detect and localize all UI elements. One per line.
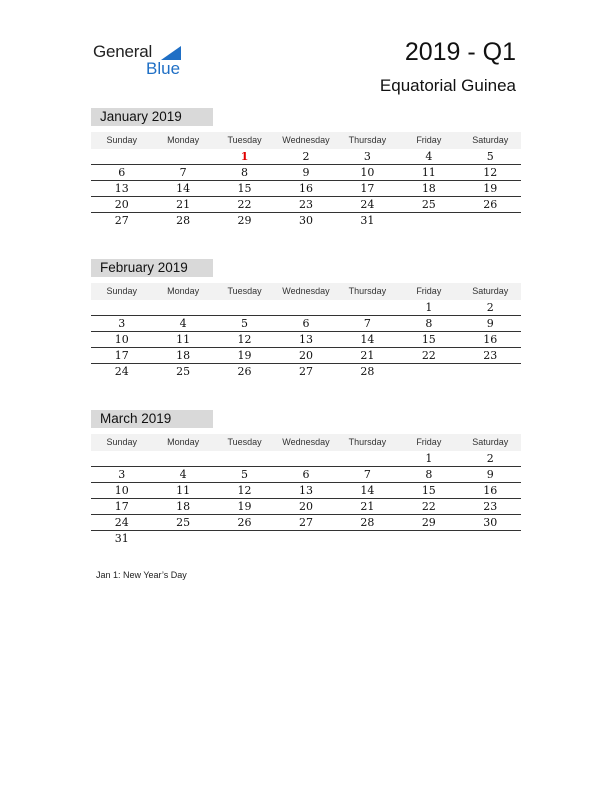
logo-text-general: General — [93, 42, 153, 61]
day-cell: 18 — [421, 182, 436, 195]
day-cell: 5 — [241, 317, 249, 330]
week-row — [91, 332, 521, 348]
day-cell: 6 — [302, 317, 310, 330]
day-cell: 15 — [237, 182, 252, 195]
week-row — [91, 467, 521, 483]
weekday-header: Sunday — [106, 135, 137, 145]
day-cell: 7 — [363, 317, 371, 330]
day-cell: 16 — [483, 333, 498, 346]
day-cell: 4 — [179, 468, 187, 481]
day-cell: 8 — [425, 317, 433, 330]
day-cell — [214, 451, 275, 466]
weekday-header: Friday — [416, 286, 442, 296]
day-cell: 13 — [298, 333, 313, 346]
generalblue-logo — [93, 42, 193, 78]
day-cell — [152, 300, 213, 315]
day-cell: 15 — [421, 484, 436, 497]
day-cell: 23 — [298, 198, 313, 211]
week-row — [91, 364, 521, 380]
holiday-notes — [96, 570, 187, 580]
day-cell: 17 — [114, 349, 129, 362]
day-cell: 3 — [363, 150, 371, 163]
day-cell: 10 — [114, 333, 129, 346]
day-cell: 2 — [486, 452, 494, 465]
day-cell: 7 — [179, 166, 187, 179]
day-cell: 21 — [360, 349, 375, 362]
month-calendar — [91, 410, 521, 547]
week-row — [91, 165, 521, 181]
day-cell — [152, 451, 213, 466]
day-cell: 17 — [114, 500, 129, 513]
day-cell — [398, 364, 459, 380]
weekday-header-row — [91, 283, 521, 300]
week-row — [91, 483, 521, 499]
day-cell: 17 — [360, 182, 375, 195]
weekday-header: Tuesday — [227, 437, 262, 447]
day-cell: 21 — [360, 500, 375, 513]
week-row — [91, 213, 521, 229]
day-cell: 8 — [425, 468, 433, 481]
country-name: Equatorial Guinea — [379, 76, 516, 95]
week-row — [91, 515, 521, 531]
day-cell: 15 — [421, 333, 436, 346]
day-cell — [152, 531, 213, 547]
weekday-header: Saturday — [472, 135, 509, 145]
week-row — [91, 531, 521, 547]
weekday-header: Tuesday — [227, 286, 262, 296]
day-cell: 7 — [363, 468, 371, 481]
day-cell: 22 — [421, 500, 436, 513]
month-label: February 2019 — [91, 259, 213, 277]
day-cell: 2 — [302, 150, 310, 163]
day-cell — [91, 149, 152, 164]
day-cell: 18 — [176, 349, 191, 362]
day-cell: 13 — [114, 182, 129, 195]
week-row — [91, 181, 521, 197]
day-cell — [460, 364, 521, 380]
day-cell: 9 — [486, 468, 494, 481]
day-cell: 19 — [483, 182, 498, 195]
weekday-header: Wednesday — [282, 135, 330, 145]
day-cell: 22 — [421, 349, 436, 362]
weekday-header: Saturday — [472, 286, 509, 296]
day-cell — [337, 300, 398, 315]
week-row — [91, 499, 521, 515]
weekday-header: Friday — [416, 135, 442, 145]
day-cell: 1 — [425, 452, 433, 465]
day-cell — [398, 531, 459, 547]
day-cell: 20 — [298, 500, 313, 513]
weekday-header: Monday — [167, 135, 200, 145]
week-row — [91, 300, 521, 316]
day-cell: 8 — [241, 166, 249, 179]
day-cell: 24 — [114, 516, 129, 529]
logo-text-blue: Blue — [146, 59, 181, 78]
day-cell — [460, 531, 521, 547]
day-cell: 29 — [237, 214, 252, 227]
day-cell: 18 — [176, 500, 191, 513]
day-cell: 28 — [360, 516, 375, 529]
day-cell: 30 — [483, 516, 498, 529]
page-title: 2019 - Q1 — [404, 38, 516, 66]
day-cell: 27 — [298, 516, 313, 529]
month-label: January 2019 — [91, 108, 213, 126]
day-cell: 26 — [237, 365, 252, 378]
day-cell — [91, 300, 152, 315]
day-cell: 20 — [298, 349, 313, 362]
day-cell: 26 — [237, 516, 252, 529]
day-cell — [275, 531, 336, 547]
day-cell: 9 — [486, 317, 494, 330]
day-cell: 14 — [176, 182, 191, 195]
week-row — [91, 316, 521, 332]
day-cell: 3 — [118, 317, 126, 330]
day-cell: 25 — [176, 365, 191, 378]
day-cell — [275, 451, 336, 466]
day-cell: 25 — [176, 516, 191, 529]
day-cell: 26 — [483, 198, 498, 211]
day-cell: 27 — [298, 365, 313, 378]
weekday-header: Monday — [167, 437, 200, 447]
weekday-header-row — [91, 434, 521, 451]
day-cell: 19 — [237, 349, 252, 362]
day-cell: 14 — [360, 484, 375, 497]
day-cell — [214, 300, 275, 315]
day-cell: 24 — [114, 365, 129, 378]
weekday-header: Thursday — [348, 437, 387, 447]
day-cell: 3 — [118, 468, 126, 481]
weekday-header: Monday — [167, 286, 200, 296]
day-cell: 11 — [176, 484, 191, 497]
week-row — [91, 451, 521, 467]
holiday-note: Jan 1: New Year’s Day — [96, 570, 187, 580]
week-row — [91, 348, 521, 364]
day-cell: 28 — [360, 365, 375, 378]
day-cell: 23 — [483, 500, 498, 513]
day-cell: 5 — [241, 468, 249, 481]
day-cell: 12 — [237, 333, 252, 346]
day-cell: 19 — [237, 500, 252, 513]
day-cell — [152, 149, 213, 164]
day-cell: 6 — [118, 166, 126, 179]
day-cell: 10 — [114, 484, 129, 497]
day-cell — [337, 451, 398, 466]
week-row — [91, 149, 521, 165]
day-cell — [337, 531, 398, 547]
day-cell: 1 — [425, 301, 433, 314]
day-cell: 1 — [240, 150, 249, 163]
weekday-header: Wednesday — [282, 286, 330, 296]
day-cell: 31 — [360, 214, 375, 227]
day-cell — [91, 451, 152, 466]
month-calendar — [91, 108, 521, 229]
day-cell: 4 — [425, 150, 433, 163]
day-cell: 22 — [237, 198, 252, 211]
day-cell: 14 — [360, 333, 375, 346]
day-cell: 5 — [486, 150, 494, 163]
week-row — [91, 197, 521, 213]
day-cell: 21 — [176, 198, 191, 211]
day-cell: 13 — [298, 484, 313, 497]
day-cell: 6 — [302, 468, 310, 481]
weekday-header: Wednesday — [282, 437, 330, 447]
day-cell: 12 — [237, 484, 252, 497]
day-cell: 31 — [114, 532, 129, 545]
day-cell: 2 — [486, 301, 494, 314]
day-cell: 30 — [298, 214, 313, 227]
day-cell: 16 — [483, 484, 498, 497]
month-calendar — [91, 259, 521, 380]
weekday-header: Friday — [416, 437, 442, 447]
weekday-header: Sunday — [106, 437, 137, 447]
month-label: March 2019 — [91, 410, 213, 428]
weekday-header: Tuesday — [227, 135, 262, 145]
day-cell — [214, 531, 275, 547]
weekday-header: Saturday — [472, 437, 509, 447]
weekday-header: Thursday — [348, 135, 387, 145]
day-cell: 24 — [360, 198, 375, 211]
day-cell: 4 — [179, 317, 187, 330]
day-cell: 10 — [360, 166, 375, 179]
day-cell — [460, 213, 521, 229]
day-cell: 27 — [114, 214, 129, 227]
day-cell: 11 — [176, 333, 191, 346]
day-cell: 11 — [421, 166, 436, 179]
day-cell — [275, 300, 336, 315]
day-cell: 20 — [114, 198, 129, 211]
day-cell: 23 — [483, 349, 498, 362]
day-cell: 25 — [421, 198, 436, 211]
day-cell: 12 — [483, 166, 498, 179]
day-cell: 28 — [176, 214, 191, 227]
logo-triangle-icon — [161, 46, 181, 60]
day-cell: 16 — [298, 182, 313, 195]
weekday-header: Thursday — [348, 286, 387, 296]
day-cell — [398, 213, 459, 229]
weekday-header-row — [91, 132, 521, 149]
day-cell: 9 — [302, 166, 310, 179]
weekday-header: Sunday — [106, 286, 137, 296]
day-cell: 29 — [421, 516, 436, 529]
